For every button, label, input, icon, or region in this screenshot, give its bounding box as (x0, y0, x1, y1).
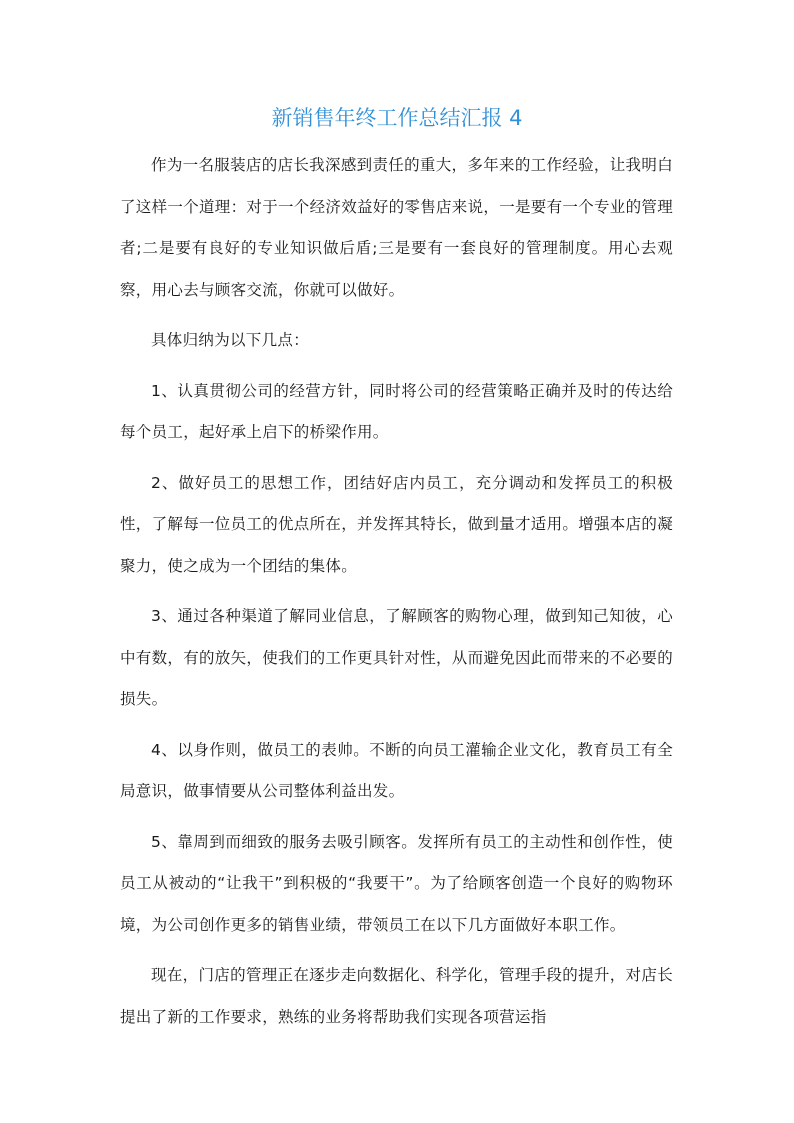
paragraph-point-3: 3、通过各种渠道了解同业信息，了解顾客的购物心理，做到知己知彼，心中有数，有的放矢，使我们的工作更具针对性，从而避免因此而带来的不必要的损失。 (120, 607, 674, 708)
document-body (120, 145, 673, 1047)
paragraph-point-4: 4、以身作则，做员工的表帅。不断的向员工灌输企业文化，教育员工有全局意识，做事情要从公司整体利益出发。 (120, 740, 673, 800)
paragraph-summary-lead: 具体归纳为以下几点： (151, 331, 310, 349)
paragraph-point-5: 5、靠周到而细致的服务去吸引顾客。发挥所有员工的主动性和创作性，使员工从被动的“让我干”到积极的“我要干”。为了给顾客创造一个良好的购物环境，为公司创作更多的销售业绩，带领员工在以下几方面做好本职工作。 (120, 832, 673, 934)
paragraph-point-2: 2、做好员工的思想工作，团结好店内员工，充分调动和发挥员工的积极性，了解每一位员工的优点所在，并发挥其特长，做到量才适用。增强本店的凝聚力，使之成为一个团结的集体。 (120, 473, 674, 575)
paragraph-current-status: 现在，门店的管理正在逐步走向数据化、科学化，管理手段的提升，对店长提出了新的工作要求，熟练的业务将帮助我们实现各项营运指 (120, 966, 673, 1026)
document-title: 新销售年终工作总结汇报 4 (271, 106, 523, 130)
paragraph-point-1: 1、认真贯彻公司的经营方针，同时将公司的经营策略正确并及时的传达给每个员工，起好承上启下的桥梁作用。 (120, 381, 673, 441)
paragraph-intro: 作为一名服装店的店长我深感到责任的重大，多年来的工作经验，让我明白了这样一个道理：对于一个经济效益好的零售店来说，一是要有一个专业的管理者;二是要有良好的专业知识做后盾;三是要有一套良好的管理制度。用心去观察，用心去与顾客交流，你就可以做好。 (120, 156, 674, 299)
